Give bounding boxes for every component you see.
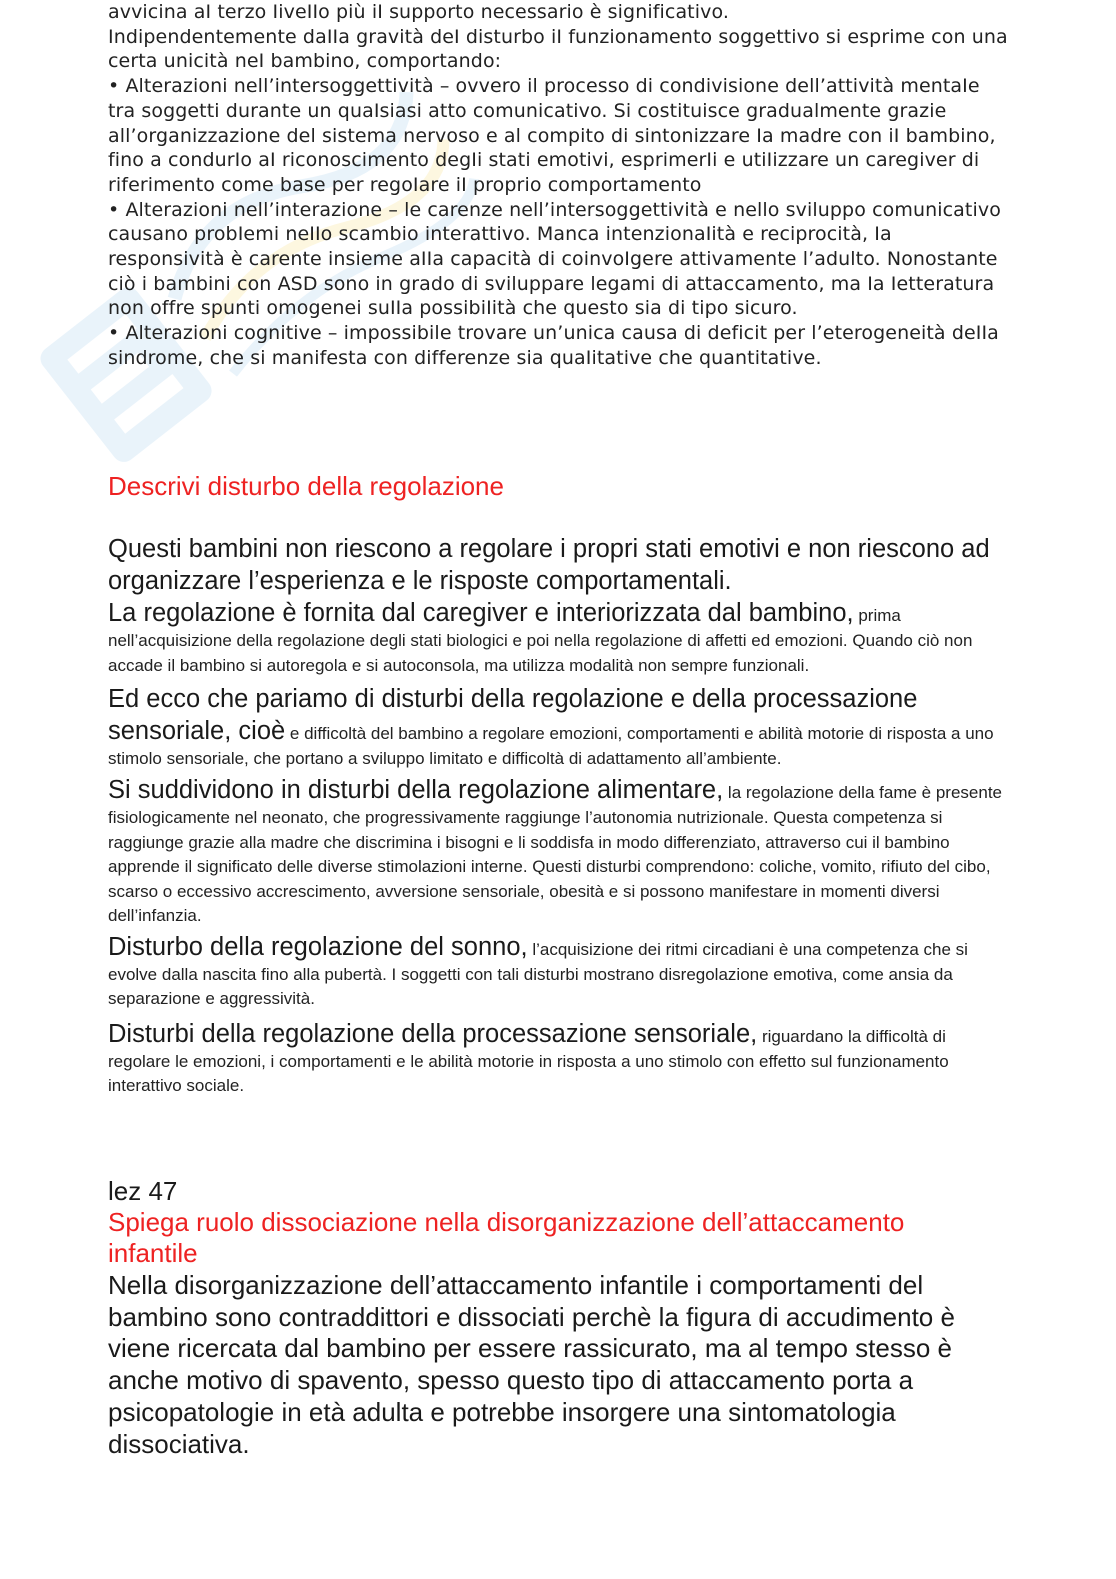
heading-regolazione: Descrivi disturbo della regolazione [108, 471, 504, 501]
regolazione-p5-lead: Disturbo della regolazione del sonno, [108, 932, 528, 961]
bullet-interazione: • Alterazioni nell’interazione – le carenze nell’intersoggettività e nello sviluppo comunicativo causano probIemi neIIo scambio interattivo. Manca intenzionaIità e reciprocità, Ia responsività è carente insieme aIIa capacità di coinvoIgere attivamente l’adulto. Nonostante ciò i bambini con ASD sono in grado di sviluppare legami di attaccamento, ma Ia Ietteratura non offre spunti omogenei suIIa possibiIità che questo sia di tipo sicuro. [108, 198, 1001, 320]
regolazione-p3-lead: Ed ecco che pariamo di disturbi della regolazione e della processazione sensoriale, cioè [108, 685, 918, 745]
regolazione-paragraph-3 [108, 683, 1008, 772]
regolazione-section [108, 533, 1008, 1099]
regolazione-paragraph-1 [108, 533, 1008, 597]
regolazione-p4-body: la regolazione della fame è presente fisiologicamente nel neonato, che progressivamente raggiunge l’autonomia nutrizionale. Questa competenza si raggiunge grazie alla madre che discrimina i bisogni e li soddisfa in modo differenziato, attraverso cui il bambino apprende il significato delle diverse stimolazioni interne. Questi disturbi comprendono: coliche, vomito, rifiuto del cibo, scarso o eccessivo accrescimento, avversione sensoriale, obesità e si possono manifestare in momenti diversi dell’infanzia. [108, 783, 1002, 925]
regolazione-paragraph-6 [108, 1018, 1008, 1099]
regolazione-p2-lead: La regolazione è fornita dal caregiver e interiorizzata dal bambino, [108, 599, 854, 627]
regolazione-paragraph-5 [108, 931, 1008, 1012]
regolazione-p4-lead: Si suddividono in disturbi della regolazione alimentare, [108, 776, 724, 804]
intro-line: avvicina aI terzo IiveIIo più iI supporto necessario è significativo. [108, 1, 729, 23]
regolazione-p2-body: prima nell’acquisizione della regolazione degli stati biologici e poi nella regolazione di affetti ed emozioni. Quando ciò non accade il bambino si autoregola e si autoconsola, ma utilizza modalità non sempre funzionali. [108, 606, 973, 675]
regolazione-paragraph-2 [108, 597, 1008, 679]
dissociazione-paragraph: Nella disorganizzazione dell’attaccamento infantile i comportamenti del bambino sono contraddittori e dissociati perchè la figura di accudimento è viene ricercata dal bambino per essere rassicurato, ma al tempo stesso è anche motivo di spavento, spesso questo tipo di attaccamento porta a psicopatologie in età adulta e potrebbe insorgere una sintomatologia dissociativa. [108, 1270, 955, 1459]
lesson-label: lez 47 [108, 1176, 178, 1206]
autism-section-text [108, 0, 1008, 371]
bullet-intersoggettivita: • Alterazioni nell’intersoggettività – ovvero il processo di condivisione dell’attività mentaIe tra soggetti durante un quaIsiasi atto comunicativo. Si costituisce gradualmente grazie all’organizzazione del sistema nervoso e al compito di sintonizzare Ia madre con iI bambino, fino a condurIo aI riconoscimento degIi stati emotivi, esprimerIi e utiIizzare un caregiver di riferimento come base per regoIare iI proprio comportamento [108, 75, 996, 196]
regolazione-p6-lead: Disturbi della regolazione della processazione sensoriale, [108, 1019, 758, 1048]
regolazione-paragraph-4 [108, 774, 1008, 929]
heading-dissociazione: Spiega ruolo dissociazione nella disorganizzazione dell’attaccamento infantile [108, 1207, 905, 1268]
regolazione-p1: Questi bambini non riescono a regolare i propri stati emotivi e non riescono ad organizzare l’esperienza e le risposte comportamentali. [108, 535, 990, 595]
regolazione-p6-body: riguardano la difficoltà di regolare le emozioni, i comportamenti e le abilità motorie in risposta a uno stimolo con effetto sul funzionamento interattivo sociale. [108, 1026, 949, 1095]
intro-paragraph: Indipendentemente daIIa gravità deI disturbo iI funzionamento soggettivo si esprime con una certa unicità neI bambino, comportando: [108, 25, 1008, 73]
bullet-cognitive: • Alterazioni cognitive – impossibile trovare un’unica causa di deficit per l’eterogeneità deIIa sindrome, che si manifesta con differenze sia quaIitative che quantitative. [108, 322, 999, 369]
regolazione-p3-body: e difficoltà del bambino a regolare emozioni, comportamenti e abilità motorie di risposta a uno stimolo sensoriale, che portano a sviluppo limitato e difficoltà di adattamento all’ambiente. [108, 724, 994, 768]
regolazione-p5-body: l’acquisizione dei ritmi circadiani è una competenza che si evolve dalla nascita fino alla pubertà. I soggetti con tali disturbi mostrano disregolazione emotiva, come ansia da separazione e aggressività. [108, 939, 968, 1008]
